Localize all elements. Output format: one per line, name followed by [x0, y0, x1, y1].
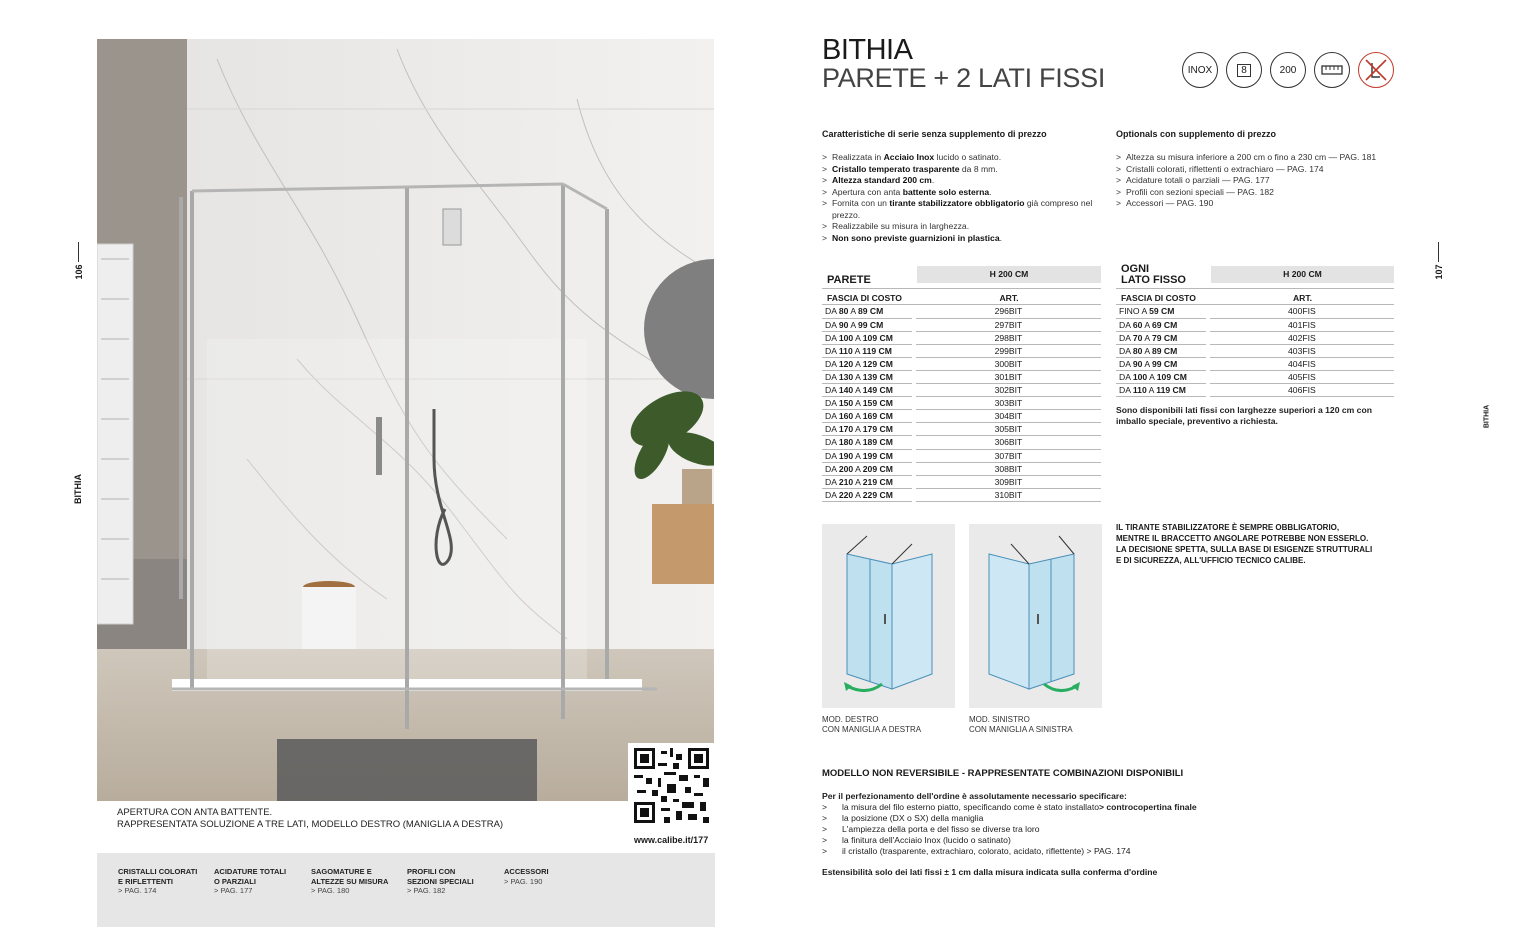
fascia-cell: DA 140 A 149 CM [822, 384, 912, 397]
article-cell: 400FIS [1210, 305, 1394, 318]
range-unit: CM [877, 424, 893, 435]
article-cell: 300BIT [916, 357, 1101, 370]
article-cell: 308BIT [916, 462, 1101, 475]
article-cell: 307BIT [916, 449, 1101, 462]
range-unit: CM [1170, 385, 1186, 396]
fascia-cell: DA 180 A 189 CM [822, 436, 912, 449]
range-unit: CM [1161, 332, 1178, 343]
tirante-line: E DI SICUREZZA, ALL'UFFICIO TECNICO CALIBE. [1116, 556, 1306, 565]
footer-item-page: > PAG. 190 [504, 876, 543, 886]
range-to: 69 [1151, 319, 1162, 330]
range-to: 139 [862, 372, 878, 383]
order-lead: Per il perfezionamento dell'ordine è assolutamente necessario specificare: [822, 791, 1127, 801]
feature-item: > Non sono previste guarnizioni in plastica. [822, 233, 1102, 245]
order-item: > la posizione (DX o SX) della maniglia [822, 813, 984, 823]
fascia-cell: DA 130 A 139 CM [822, 370, 912, 383]
order-item: > il cristallo (trasparente, extrachiaro, colorato, acidato, riflettente) > PAG. 174 [822, 846, 1131, 856]
order-item: > L'ampiezza della porta e del fisso se diverse tra loro [822, 824, 1040, 834]
range-from: 160 [838, 411, 854, 422]
range-unit: CM [876, 345, 892, 356]
range-from: 190 [838, 450, 854, 461]
fisso-col-fascia: FASCIA DI COSTO [1121, 293, 1196, 303]
width-adjustable-icon [1314, 52, 1350, 88]
article-cell: 406FIS [1210, 384, 1394, 397]
fisso-col-art: ART. [1292, 293, 1313, 303]
diagram-caption-line: CON MANIGLIA A DESTRA [822, 725, 922, 734]
range-unit: CM [1158, 306, 1175, 317]
range-unit: CM [877, 476, 893, 487]
footer-item-page: > PAG. 182 [407, 886, 446, 895]
tirante-line: LA DECISIONE SPETTA, SULLA BASE DI ESIGENZE STRUTTURALI [1116, 545, 1373, 554]
footer-item [214, 867, 286, 896]
feature-icons [1182, 52, 1394, 88]
page-marker-line [1438, 242, 1439, 262]
range-unit: CM [877, 398, 893, 409]
fascia-cell: DA 100 A 109 CM [822, 331, 912, 344]
range-from: 59 [1149, 306, 1159, 317]
range-unit: CM [877, 437, 893, 448]
fascia-cell: DA 80 A 89 CM [822, 305, 912, 318]
article-cell: 302BIT [916, 384, 1101, 397]
table-row [822, 397, 1101, 410]
range-from: 100 [838, 332, 854, 343]
table-row [822, 462, 1101, 475]
range-to: 109 [862, 332, 878, 343]
range-to: 129 [862, 358, 878, 369]
optionals-title: Optionals con supplemento di prezzo [1116, 129, 1277, 139]
diagram-caption-line: MOD. DESTRO [822, 715, 879, 724]
page-number-left: 106 [74, 264, 84, 280]
optional-item: > Profili con sezioni speciali — PAG. 182 [1116, 187, 1406, 199]
article-cell: 405FIS [1210, 370, 1394, 383]
range-to: 179 [862, 424, 878, 435]
features-title: Caratteristiche di serie senza supplemento di prezzo [822, 129, 1047, 139]
fascia-cell: DA 120 A 129 CM [822, 357, 912, 370]
photo-caption [117, 807, 503, 830]
optional-item: > Altezza su misura inferiore a 200 cm o fino a 230 cm — PAG. 181 [1116, 152, 1406, 164]
table-row [822, 344, 1101, 357]
range-to: 89 [857, 306, 868, 317]
diagram-right-caption [822, 715, 921, 735]
order-item: > la finitura dell'Acciaio Inox (lucido o satinato) [822, 835, 1011, 845]
page-number-right: 107 [1434, 264, 1444, 280]
article-cell: 301BIT [916, 370, 1101, 383]
range-to: 229 [862, 489, 878, 500]
table-row [822, 370, 1101, 383]
range-to: 209 [862, 463, 878, 474]
footer-item [407, 867, 474, 896]
article-cell: 402FIS [1210, 331, 1394, 344]
range-from: 80 [1132, 345, 1143, 356]
tirante-line: IL TIRANTE STABILIZZATORE È SEMPRE OBBLIGATORIO, [1116, 523, 1340, 532]
range-from: 210 [838, 476, 854, 487]
range-to: 119 [862, 345, 877, 356]
table-row [822, 384, 1101, 397]
article-cell: 403FIS [1210, 344, 1394, 357]
table-row [1116, 331, 1394, 344]
range-unit: CM [867, 306, 884, 317]
fascia-cell: DA 220 A 229 CM [822, 488, 912, 501]
estensibilita-note: Estensibilità solo dei lati fissi ± 1 cm dalla misura indicata sulla conferma d'ordine [822, 867, 1158, 877]
range-from: 80 [838, 306, 849, 317]
table-row [1116, 344, 1394, 357]
article-cell: 401FIS [1210, 318, 1394, 331]
caption-line: APERTURA CON ANTA BATTENTE. [117, 807, 273, 818]
footer-item-title: PROFILI CON SEZIONI SPECIALI [407, 867, 474, 886]
range-from: 70 [1132, 332, 1143, 343]
fascia-cell: DA 80 A 89 CM [1116, 344, 1206, 357]
footer-item-page: > PAG. 174 [118, 886, 157, 895]
modello-title: MODELLO NON REVERSIBILE - RAPPRESENTATE COMBINAZIONI DISPONIBILI [822, 768, 1184, 779]
table-row [1116, 370, 1394, 383]
range-from: 90 [838, 319, 849, 330]
article-cell: 304BIT [916, 410, 1101, 423]
diagram-right-model [822, 524, 955, 708]
inox-icon [1182, 52, 1218, 88]
tirante-line: MENTRE IL BRACCETTO ANGOLARE POTREBBE NON ESSERLO. [1116, 534, 1369, 543]
fascia-cell: DA 150 A 159 CM [822, 397, 912, 410]
fisso-table [1116, 305, 1394, 397]
footer-item-page: > PAG. 180 [311, 886, 350, 895]
range-unit: CM [1171, 372, 1187, 383]
parete-table-title: PARETE [827, 274, 871, 286]
range-to: 119 [1156, 385, 1171, 396]
range-unit: CM [877, 489, 893, 500]
diagram-left-model [969, 524, 1102, 708]
optional-item: > Cristalli colorati, riflettenti o extrachiaro — PAG. 174 [1116, 164, 1406, 176]
inox-icon-label: INOX [1187, 64, 1213, 76]
page-marker-line [78, 242, 79, 262]
article-cell: 297BIT [916, 318, 1101, 331]
table-row [822, 318, 1101, 331]
range-unit: CM [1161, 345, 1178, 356]
range-unit: CM [877, 358, 893, 369]
fascia-cell: DA 200 A 209 CM [822, 462, 912, 475]
table-row [822, 449, 1101, 462]
fisso-table-title [1121, 264, 1186, 286]
table-row [822, 305, 1101, 318]
footer-item-page: > PAG. 177 [214, 886, 253, 895]
features-list [822, 152, 1102, 244]
range-unit: CM [877, 450, 893, 461]
diagram-caption-line: CON MANIGLIA A SINISTRA [969, 725, 1073, 734]
qr-code[interactable] [628, 743, 715, 828]
article-cell: 298BIT [916, 331, 1101, 344]
table-row [1116, 357, 1394, 370]
table-row [822, 488, 1101, 501]
range-unit: CM [1161, 358, 1178, 369]
range-to: 99 [1151, 358, 1162, 369]
article-cell: 404FIS [1210, 357, 1394, 370]
optional-item: > Acidature totali o parziali — PAG. 177 [1116, 175, 1406, 187]
range-to: 89 [1151, 345, 1162, 356]
feature-item: > Realizzata in Acciaio Inox lucido o satinato. [822, 152, 1102, 164]
article-cell: 309BIT [916, 475, 1101, 488]
height-icon-label: 200 [1279, 64, 1297, 76]
feature-item: > Realizzabile su misura in larghezza. [822, 221, 1102, 233]
range-unit: CM [1161, 319, 1178, 330]
order-item: > la misura del filo esterno piatto, specificando come è stato installato > controcopertina finale [822, 802, 1197, 812]
range-to: 109 [1156, 372, 1172, 383]
range-to: 219 [862, 476, 878, 487]
range-from: 150 [838, 398, 854, 409]
feature-item: > Altezza standard 200 cm. [822, 175, 1102, 187]
table-row [1116, 384, 1394, 397]
footer-item [504, 867, 549, 886]
no-gasket-icon [1358, 52, 1394, 88]
range-from: 130 [838, 372, 854, 383]
article-cell: 303BIT [916, 397, 1101, 410]
range-unit: CM [877, 372, 893, 383]
table-row [822, 436, 1101, 449]
table-row [822, 410, 1101, 423]
optionals-list [1116, 152, 1406, 210]
range-from: 220 [838, 489, 854, 500]
options-footer [97, 853, 715, 927]
article-cell: 305BIT [916, 423, 1101, 436]
fascia-cell: DA 190 A 199 CM [822, 449, 912, 462]
footer-item-title: SAGOMATURE E ALTEZZE SU MISURA [311, 867, 389, 886]
range-from: 60 [1132, 319, 1143, 330]
range-from: 110 [838, 345, 853, 356]
range-from: 110 [1132, 385, 1147, 396]
range-from: 100 [1132, 372, 1148, 383]
table-rule [1116, 288, 1394, 289]
range-unit: CM [877, 463, 893, 474]
footer-item [118, 867, 197, 896]
page-subtitle: PARETE + 2 LATI FISSI [822, 63, 1106, 93]
table-row [822, 357, 1101, 370]
side-label-right: BITHIA [1483, 404, 1491, 429]
parete-col-art: ART. [999, 293, 1019, 303]
article-cell: 310BIT [916, 488, 1101, 501]
range-from: 200 [838, 463, 854, 474]
fascia-cell: DA 110 A 119 CM [822, 344, 912, 357]
table-rule [822, 288, 1101, 289]
feature-item: > Apertura con anta battente solo esterna. [822, 187, 1102, 199]
height-icon [1270, 52, 1306, 88]
glass-thickness-label: 8 [1237, 64, 1251, 77]
fascia-cell: DA 90 A 99 CM [822, 318, 912, 331]
range-unit: CM [867, 319, 884, 330]
fascia-cell: DA 90 A 99 CM [1116, 357, 1206, 370]
parete-height-header: H 200 CM [917, 266, 1101, 283]
range-from: 180 [838, 437, 854, 448]
range-from: 90 [1132, 358, 1143, 369]
fisso-note: Sono disponibili lati fissi con larghezze superiori a 120 cm con imballo speciale, preventivo a richiesta. [1116, 405, 1372, 426]
fascia-cell: DA 60 A 69 CM [1116, 318, 1206, 331]
fascia-cell: DA 110 A 119 CM [1116, 384, 1206, 397]
footer-item-title: ACCESSORI [504, 867, 549, 876]
range-from: 120 [838, 358, 854, 369]
fascia-cell: DA 170 A 179 CM [822, 423, 912, 436]
qr-url[interactable]: www.calibe.it/177 [634, 835, 709, 845]
feature-item: > Cristallo temperato trasparente da 8 mm. [822, 164, 1102, 176]
table-row [822, 475, 1101, 488]
page-title: BITHIA [822, 34, 913, 66]
range-to: 189 [862, 437, 878, 448]
fisso-title-line: LATO FISSO [1121, 274, 1186, 286]
parete-table [822, 305, 1101, 502]
article-cell: 299BIT [916, 344, 1101, 357]
range-from: 140 [838, 385, 854, 396]
range-unit: CM [877, 385, 893, 396]
range-to: 159 [862, 398, 878, 409]
footer-item-title: CRISTALLI COLORATI E RIFLETTENTI [118, 867, 198, 886]
diagram-caption-line: MOD. SINISTRO [969, 715, 1030, 724]
diagram-left-caption [969, 715, 1073, 735]
fascia-cell: FINO A 59 CM [1116, 305, 1206, 318]
footer-item [311, 867, 388, 896]
article-cell: 296BIT [916, 305, 1101, 318]
order-instructions [822, 791, 1197, 857]
range-unit: CM [877, 411, 893, 422]
range-to: 79 [1151, 332, 1162, 343]
fascia-cell: DA 100 A 109 CM [1116, 370, 1206, 383]
optional-item: > Accessori — PAG. 190 [1116, 198, 1406, 210]
fascia-cell: DA 70 A 79 CM [1116, 331, 1206, 344]
range-to: 169 [862, 411, 878, 422]
side-label-left: BITHIA [73, 474, 83, 504]
fascia-cell: DA 210 A 219 CM [822, 475, 912, 488]
glass-thickness-icon [1226, 52, 1262, 88]
table-row [1116, 318, 1394, 331]
article-cell: 306BIT [916, 436, 1101, 449]
tirante-note [1116, 522, 1372, 566]
shower-photo [97, 39, 714, 801]
range-to: 149 [862, 385, 878, 396]
range-from: 170 [838, 424, 854, 435]
caption-line: RAPPRESENTATA SOLUZIONE A TRE LATI, MODELLO DESTRO (MANIGLIA A DESTRA) [117, 818, 504, 830]
table-row [1116, 305, 1394, 318]
range-to: 99 [857, 319, 868, 330]
table-row [822, 423, 1101, 436]
footer-item-title: ACIDATURE TOTALI O PARZIALI [214, 867, 287, 886]
fascia-cell: DA 160 A 169 CM [822, 410, 912, 423]
fisso-title-line: OGNI [1121, 263, 1150, 275]
range-unit: CM [877, 332, 893, 343]
feature-item: > Fornita con un tirante stabilizzatore obbligatorio già compreso nel prezzo. [822, 198, 1102, 221]
table-row [822, 331, 1101, 344]
range-to: 199 [862, 450, 878, 461]
fisso-height-header: H 200 CM [1211, 266, 1394, 283]
parete-col-fascia: FASCIA DI COSTO [827, 293, 902, 303]
